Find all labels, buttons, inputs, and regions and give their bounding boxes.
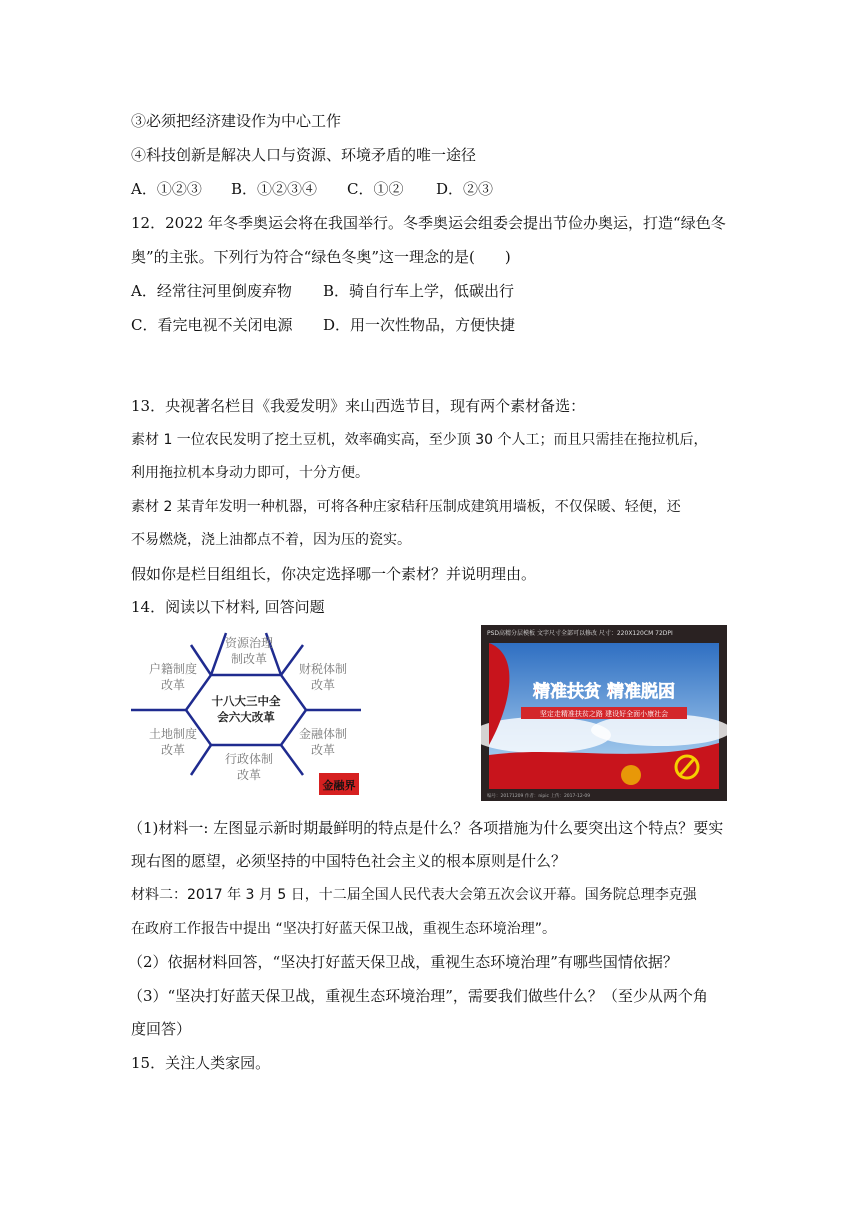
- q11-option-d: D．②③: [436, 180, 494, 198]
- q13-material1-line2: 利用拖拉机本身动力即可，十分方便。: [131, 465, 369, 481]
- node-bottomleft-line2: 改革: [160, 743, 186, 757]
- node-top-line2: 制改革: [230, 652, 268, 666]
- node-bottom-line2: 改革: [236, 768, 262, 782]
- q12-option-a: A．经常往河里倒废弃物: [131, 282, 292, 300]
- q13-material2-line1: 素材 2 某青年发明一种机器，可将各种庄家秸秆压制成建筑用墙板，不仅保暖、轻便，还: [131, 499, 681, 515]
- poster-headline: 精准扶贫 精准脱困: [533, 682, 675, 702]
- q14-material2-line2: 在政府工作报告中提出 “坚决打好蓝天保卫战，重视生态环境治理”。: [131, 921, 556, 937]
- q14-part1-line1: （1)材料一: 左图显示新时期最鲜明的特点是什么？各项措施为什么要突出这个特点？要实: [128, 819, 724, 837]
- q11-option-a: A．①②③: [131, 180, 202, 198]
- option-3-text: ③必须把经济建设作为中心工作: [131, 112, 342, 130]
- q12-option-b: B．骑自行车上学，低碳出行: [323, 282, 515, 300]
- q13-stem: 13．央视著名栏目《我爱发明》来山西选节目，现有两个素材备选：: [131, 397, 586, 415]
- poster-header-text: PSD高精分层模板 文字尺寸全部可以修改 尺寸：220X120CM 72DPI: [487, 630, 673, 637]
- q14-part2: （2）依据材料回答，“坚决打好蓝天保卫战，重视生态环境治理”有哪些国情依据？: [128, 953, 678, 971]
- node-topleft-line1: 户籍制度: [148, 662, 198, 676]
- node-bottomright-line1: 金融体制: [298, 727, 348, 741]
- node-top-line1: 资源治理: [224, 636, 274, 650]
- node-topright-line1: 财税体制: [298, 662, 348, 676]
- q14-part3-line1: （3）“坚决打好蓝天保卫战，重视生态环境治理”，需要我们做些什么？（至少从两个角: [128, 987, 708, 1005]
- node-topright-line2: 改革: [310, 678, 336, 692]
- node-bottom-line1: 行政体制: [224, 752, 274, 766]
- node-topleft-line2: 改革: [160, 678, 186, 692]
- q14-part1-line2: 现右图的愿望，必须坚持的中国特色社会主义的根本原则是什么？: [131, 852, 567, 870]
- q11-option-c: C．①②: [347, 180, 404, 198]
- q12-stem-line2: 奥”的主张。下列行为符合“绿色冬奥”这一理念的是( ): [131, 248, 511, 266]
- q13-material2-line2: 不易燃烧，浇上油都点不着，因为压的瓷实。: [131, 532, 411, 548]
- q12-option-d: D．用一次性物品，方便快捷: [323, 316, 516, 334]
- poster-footer-text: 编号：20171209 作者：nipic 上传：2017-12-09: [487, 794, 591, 799]
- q14-part3-line2: 度回答）: [131, 1020, 192, 1038]
- q11-option-b: B．①②③④: [231, 180, 318, 198]
- node-bottomleft-line1: 土地制度: [148, 727, 198, 741]
- diagram-center-line2: 会六大改革: [217, 710, 275, 724]
- q13-question: 假如你是栏目组组长，你决定选择哪一个素材？并说明理由。: [131, 565, 537, 583]
- logo-text: 金融界: [322, 779, 356, 792]
- q15-stem: 15．关注人类家园。: [131, 1054, 271, 1072]
- poverty-alleviation-poster-image: [481, 625, 727, 801]
- reform-diagram-image: [131, 625, 361, 800]
- q14-material2-line1: 材料二：2017 年 3 月 5 日，十二届全国人民代表大会第五次会议开幕。国务院总理李克强: [131, 887, 697, 903]
- node-bottomright-line2: 改革: [310, 743, 336, 757]
- q13-material1-line1: 素材 1 一位农民发明了挖土豆机，效率确实高，至少顶 30 个人工；而且只需挂在拖拉机后，: [131, 432, 708, 448]
- q12-option-c: C．看完电视不关闭电源: [131, 316, 293, 334]
- option-4-text: ④科技创新是解决人口与资源、环境矛盾的唯一途径: [131, 146, 477, 164]
- poster-subline: 坚定走精准扶贫之路 建设好全面小康社会: [539, 710, 669, 718]
- q12-stem-line1: 12．2022 年冬季奥运会将在我国举行。冬季奥运会组委会提出节俭办奥运，打造“绿色冬: [131, 214, 726, 232]
- emblem-glow: [621, 765, 641, 785]
- diagram-center-line1: 十八大三中全: [211, 694, 281, 708]
- q14-stem: 14．阅读以下材料, 回答问题: [131, 598, 325, 616]
